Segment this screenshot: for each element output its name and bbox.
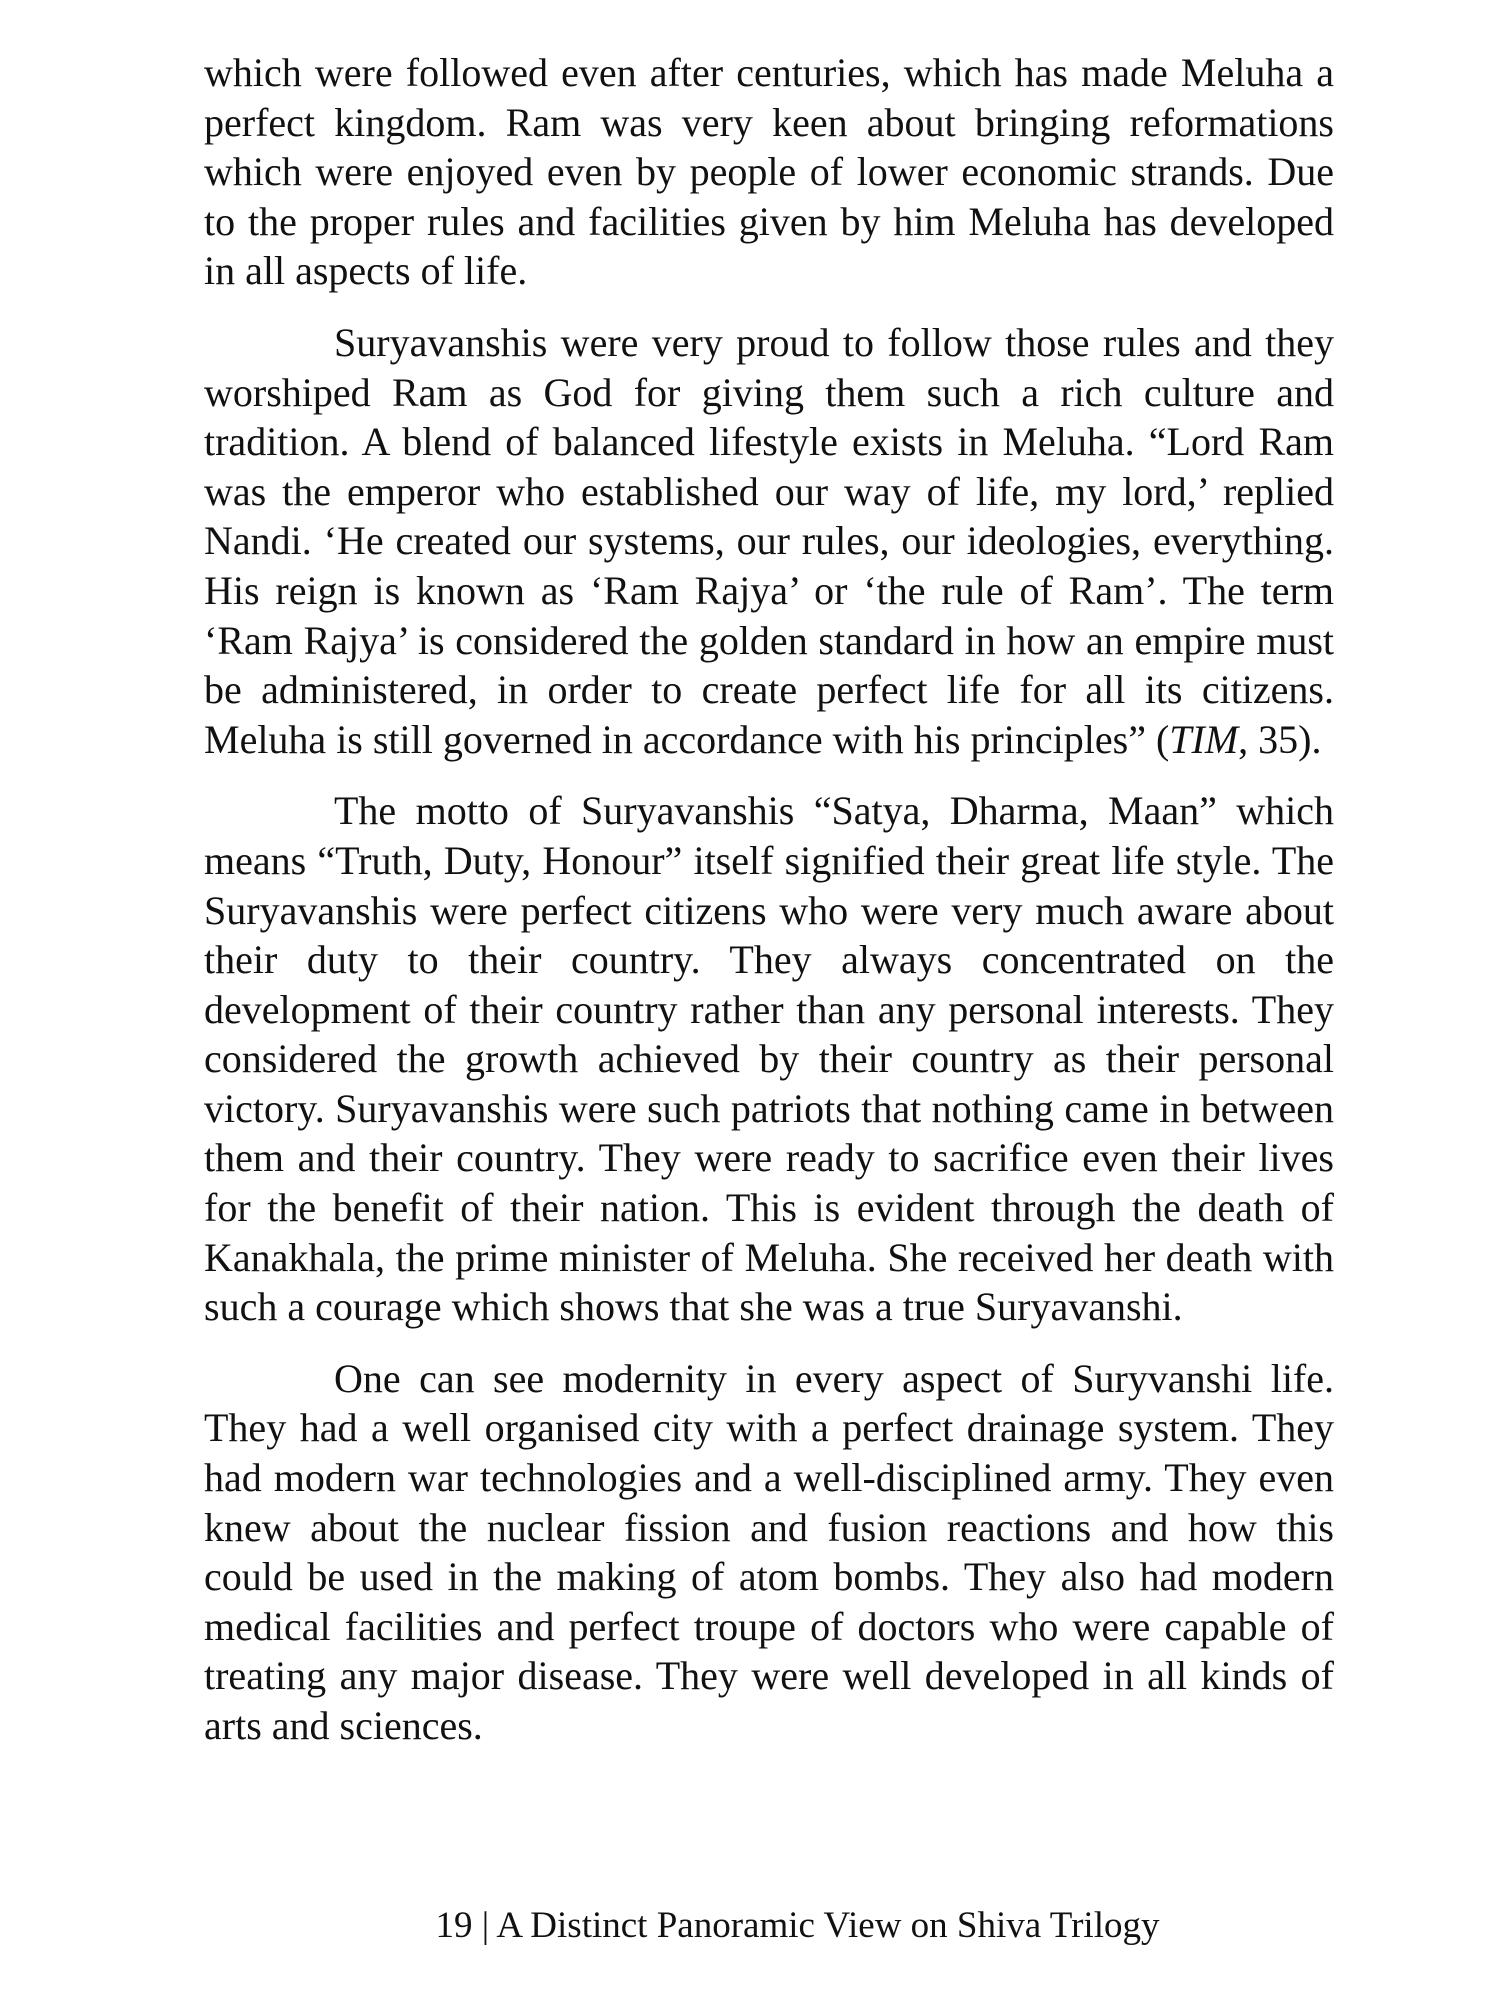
paragraph-3: The motto of Suryavanshis “Satya, Dharma, Maan” which means “Truth, Duty, Honour” itself signified their great life style. The Suryavanshis were perfect citizens who were very much aware about their duty to their country. They always concentrated on the development of their country rather than any personal interests. They considered the growth achieved by their country as their personal victory. Suryavanshis were such patriots that nothing came in between them and their country. They were ready to sacrifice even their lives for the benefit of their nation. This is evident through the death of Kanakhala, the prime minister of Meluha. She received her death with such a courage which shows that she was a true Suryavanshi.	[204, 788, 1334, 1330]
paragraph-2-text: Suryavanshis were very proud to follow those rules and they worshiped Ram as God for giving them such a rich culture and tradition. A blend of balanced lifestyle exists in Meluha. “Lord Ram was the emperor who established our way of life, my lord,’ replied Nandi. ‘He created our systems, our rules, our ideologies, everything. His reign is known as ‘Ram Rajya’ or ‘the rule of Ram’. The term ‘Ram Rajya’ is considered the golden standard in how an empire must be administered, in order to create perfect life for all its citizens. Meluha is still governed in accordance with his principles” (	[204, 319, 1334, 762]
paragraph-1: which were followed even after centuries, which has made Meluha a perfect kingdom. Ram was very keen about bringing reformations which were enjoyed even by people of lower economic strands. Due to the proper rules and facilities given by him Meluha has developed in all aspects of life.	[204, 50, 1334, 294]
page-footer: 19 | A Distinct Panoramic View on Shiva Trilogy	[435, 1905, 1160, 1946]
citation-title: TIM	[1169, 716, 1239, 762]
page-body	[204, 48, 1334, 1751]
paragraph-2	[204, 318, 1334, 764]
paragraph-4: One can see modernity in every aspect of Suryvanshi life. They had a well organised city with a perfect drainage system. They had modern war technologies and a well-disciplined army. They even knew about the nuclear fission and fusion reactions and how this could be used in the making of atom bombs. They also had modern medical facilities and perfect troupe of doctors who were capable of treating any major disease. They were well developed in all kinds of arts and sciences.	[204, 1355, 1334, 1748]
citation-page: , 35).	[1238, 716, 1322, 762]
